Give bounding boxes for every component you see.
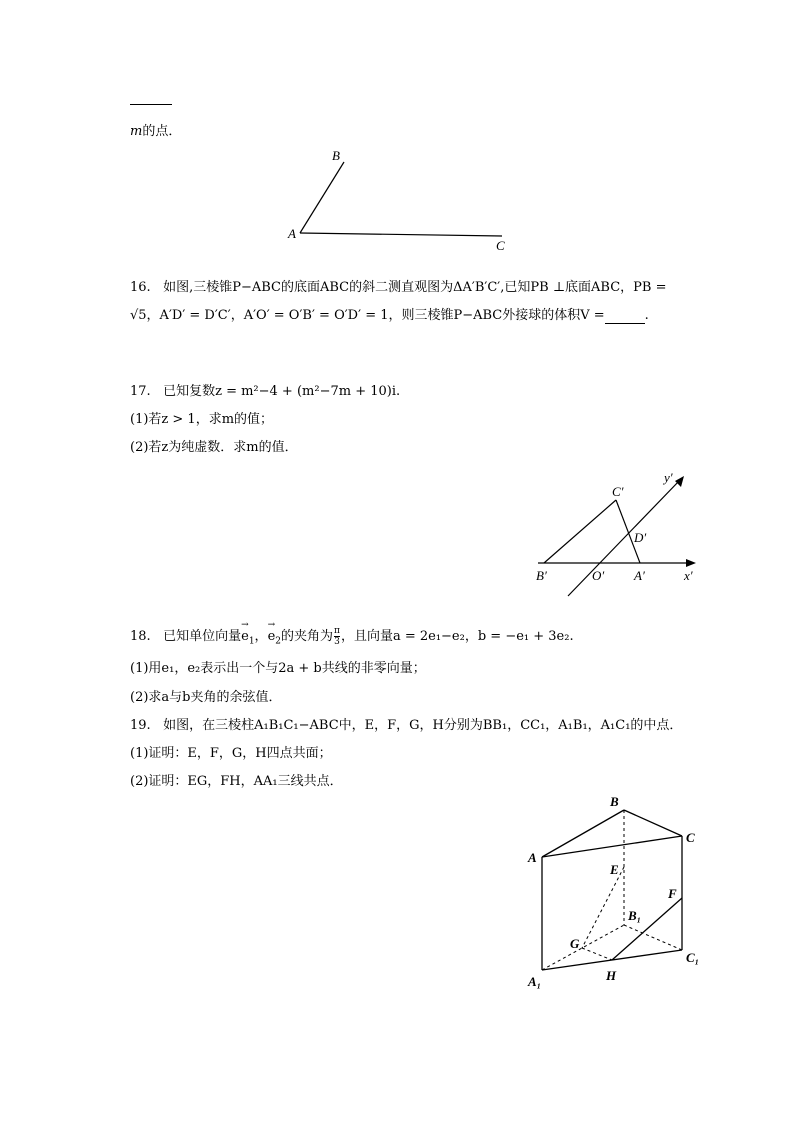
e1-letter: e <box>241 629 249 644</box>
q16-text-1: 如图,三棱锥P−ABC的底面ABC的斜二测直观图为ΔA′B′C′,已知PB ⊥底面ABC，PB = <box>163 280 667 295</box>
label-b: B <box>332 148 340 163</box>
q18-part2: (2)求a与b夹角的余弦值． <box>130 690 282 705</box>
label-g: G <box>570 936 580 951</box>
ray-ac <box>300 233 502 236</box>
q19-number: 19. <box>130 718 151 733</box>
segment-gh <box>582 948 612 960</box>
q16-line1 <box>130 276 667 295</box>
m-symbol: m <box>130 124 143 139</box>
vector-e1: → $e_1$ <box>241 629 254 647</box>
q16-answer-blank <box>605 308 645 324</box>
q18-number: 18. <box>130 629 151 644</box>
q17-number: 17. <box>130 384 151 399</box>
q16-text-2: √5，A′D′ = D′C′，A′O′ = O′B′ = O′D′ = 1，则三棱锥P−ABC外接球的体积V = <box>130 308 605 323</box>
label-c-prime: C′ <box>612 484 624 499</box>
label-a: A <box>288 226 296 241</box>
label-a1: A₁ <box>528 974 542 989</box>
q16-line2 <box>130 304 649 324</box>
q19-text: 如图，在三棱柱A₁B₁C₁−ABC中，E，F，G，H分别为BB₁，CC₁，A₁B₁，A₁C₁的中点． <box>163 718 683 733</box>
answer-blank-top <box>130 104 172 105</box>
segment-fh <box>612 898 682 960</box>
label-x-prime: x′ <box>684 568 693 583</box>
vector-e2: → $e_2$ <box>268 629 281 647</box>
label-e: E <box>610 862 619 877</box>
label-c1: C₁ <box>686 950 700 965</box>
label-f: F <box>668 886 677 901</box>
q19-part2: (2)证明：EG，FH，AA₁三线共点． <box>130 774 343 789</box>
label-y-prime: y′ <box>664 470 673 485</box>
prism-figure <box>522 790 712 1000</box>
q16-period: . <box>644 308 649 323</box>
label-c: C <box>496 238 505 253</box>
ray-ab <box>300 162 344 233</box>
frac-denominator: 3 <box>334 637 340 647</box>
y-axis-arrow <box>675 476 684 487</box>
edge-b1c1-hidden <box>624 925 682 950</box>
q16-number: 16. <box>130 280 151 295</box>
angle-figure <box>280 140 520 255</box>
top-tail-text <box>130 120 181 139</box>
q18-stem: 18. 已知单位向量→ $e_1$，→ $e_2$的夹角为 $\frac{\pi}{3}$ ，且向量a = 2e₁−e₂，b = −e₁ + 3e₂. <box>130 625 574 647</box>
q18-text-a: 已知单位向量 <box>163 629 242 644</box>
q19-stem <box>130 714 682 733</box>
label-b-prime: B′ <box>536 568 547 583</box>
vector-a-expr: a = 2e₁−e₂， <box>392 629 478 644</box>
label-a: A <box>528 850 537 865</box>
y-axis <box>568 480 680 596</box>
label-c: C <box>686 830 695 845</box>
q18-part1: (1)用e₁，e₂表示出一个与2a + b共线的非零向量； <box>130 661 426 676</box>
q18-text-c: ，且向量 <box>340 629 393 644</box>
q17-stem <box>130 380 400 399</box>
segment-eg <box>582 867 624 948</box>
x-axis-arrow <box>686 559 696 567</box>
q17-part2: (2)若z为纯虚数．求m的值． <box>130 440 298 455</box>
q17-text: 已知复数z = m²−4 + (m²−7m + 10)i. <box>163 384 401 399</box>
q19-part1: (1)证明：E，F，G，H四点共面； <box>130 746 332 761</box>
frac-numerator: π <box>334 626 340 636</box>
pi-over-3 <box>334 626 340 647</box>
label-o-prime: O′ <box>592 568 605 583</box>
tail-text: 的点． <box>142 124 182 139</box>
edge-a1b1-hidden <box>542 925 624 970</box>
label-h: H <box>606 968 617 983</box>
label-b1: B₁ <box>628 908 642 923</box>
e2-letter: e <box>267 629 276 644</box>
q17-part1: (1)若z > 1，求m的值； <box>130 412 274 427</box>
edge-ab <box>542 810 624 857</box>
label-a-prime: A′ <box>634 568 645 583</box>
label-d-prime: D′ <box>634 530 647 545</box>
edge-bc <box>624 810 682 836</box>
vector-b-expr: b = −e₁ + 3e₂. <box>477 629 574 644</box>
edge-bc <box>544 500 616 563</box>
oblique-projection-figure <box>520 468 710 598</box>
edge-ac <box>542 836 682 857</box>
label-b: B <box>610 794 619 809</box>
q18-text-b: 的夹角为 <box>281 629 334 644</box>
